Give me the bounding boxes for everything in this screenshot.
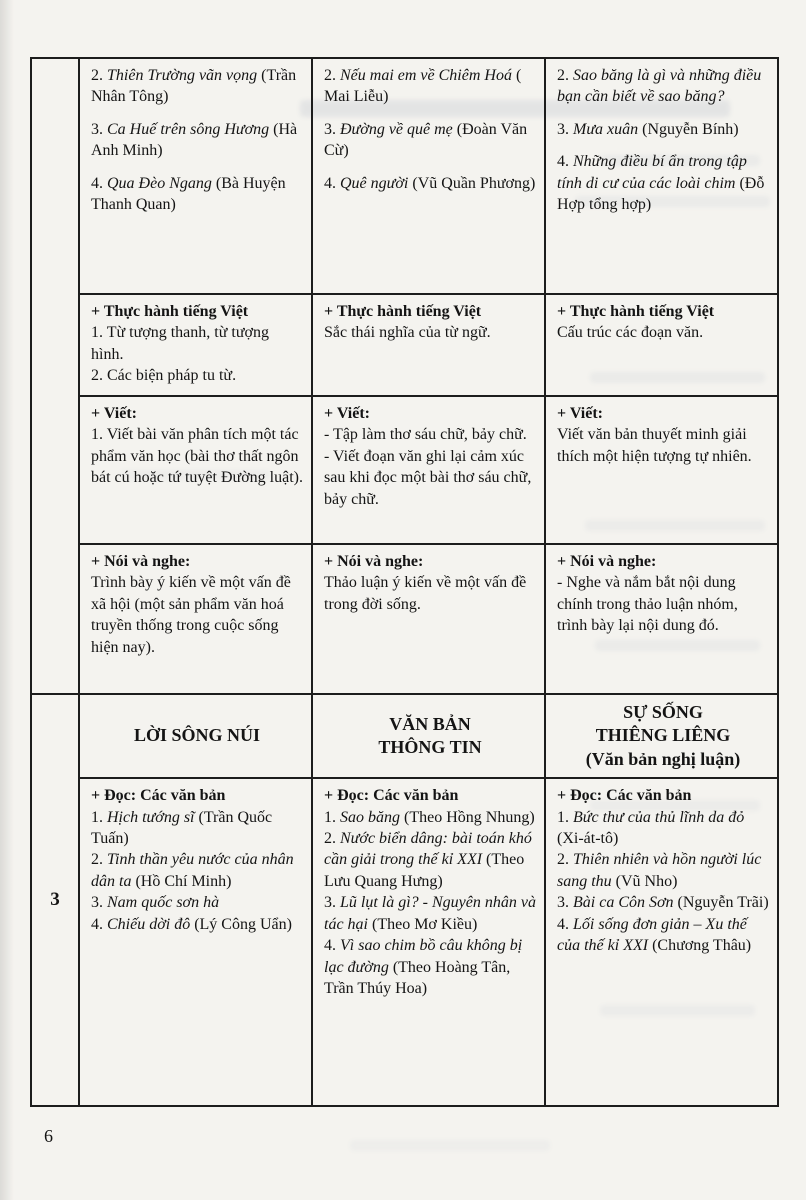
- text-line: 4. Vì sao chim bồ câu không bị lạc đường (Theo Hoàng Tân, Trần Thúy Hoa): [324, 937, 523, 998]
- text-line: VĂN BẢN: [389, 713, 471, 734]
- text-line: 4. Quê người (Vũ Quần Phương): [324, 174, 536, 192]
- reading-texts-row-col2: [311, 59, 544, 293]
- unit-title-row: [80, 695, 777, 777]
- text-line: - Viết đoạn văn ghi lại cảm xúc sau khi đọc một bài thơ sáu chữ, bảy chữ.: [324, 447, 532, 508]
- text-line: 2. Thiên nhiên và hồn người lúc sang thu (Vũ Nho): [557, 851, 762, 890]
- text-line: + Đọc: Các văn bản: [91, 787, 226, 805]
- vietnamese-practice-row-col1: [80, 295, 311, 395]
- unit-number-cell: 3: [32, 695, 80, 1105]
- speaking-listening-row: [80, 543, 777, 693]
- text-line: Sắc thái nghĩa của từ ngữ.: [324, 324, 491, 342]
- text-line: 4. Những điều bí ẩn trong tập tính di cư của các loài chim (Đỗ Hợp tổng hợp): [557, 153, 765, 214]
- writing-row-col3: [544, 397, 777, 543]
- text-line: + Nói và nghe:: [324, 553, 424, 570]
- reading-section-row-col2: [311, 779, 544, 1105]
- text-line: 4. Chiếu dời đô (Lý Công Uẩn): [91, 915, 292, 933]
- text-line: 4. Lối sống đơn giản – Xu thế của thế kỉ XXI (Chương Thâu): [557, 915, 752, 955]
- unit-block: [32, 59, 777, 693]
- reading-section-row: [80, 777, 777, 1105]
- text-line: 3. Nam quốc sơn hà: [91, 894, 220, 912]
- text-line: 3. Mưa xuân (Nguyễn Bính): [557, 120, 739, 138]
- text-line: 1. Viết bài văn phân tích một tác phẩm văn học (bài thơ thất ngôn bát cú hoặc tứ tuyệt Đường luật).: [91, 426, 303, 487]
- text-line: 4. Qua Đèo Ngang (Bà Huyện Thanh Quan): [91, 174, 286, 214]
- reading-section-row-col1: [80, 779, 311, 1105]
- writing-row-col1: [80, 397, 311, 543]
- showthrough-smudge: [350, 1140, 550, 1151]
- text-line: 2. Nước biển dâng: bài toán khó cần giải trong thế kỉ XXI (Theo Lưu Quang Hưng): [324, 830, 532, 890]
- scan-gutter-shadow: [0, 0, 14, 1200]
- text-line: THÔNG TIN: [378, 737, 482, 758]
- text-line: + Đọc: Các văn bản: [557, 787, 692, 805]
- text-line: 1. Hịch tướng sĩ (Trần Quốc Tuấn): [91, 808, 273, 848]
- speaking-listening-row-col2: [311, 545, 544, 693]
- unit-title-row-col3: [544, 695, 777, 777]
- vietnamese-practice-row-col2: [311, 295, 544, 395]
- speaking-listening-row-col3: [544, 545, 777, 693]
- text-line: - Tập làm thơ sáu chữ, bảy chữ.: [324, 426, 527, 444]
- text-line: Trình bày ý kiến về một vấn đề xã hội (một sản phẩm văn hoá truyền thống trong cuộc sống hiện nay).: [91, 574, 291, 656]
- reading-texts-row-col3: [544, 59, 777, 293]
- page-number: 6: [44, 1126, 53, 1146]
- text-line: + Viết:: [91, 405, 137, 422]
- reading-texts-row: [80, 59, 777, 293]
- text-line: 2. Các biện pháp tu từ.: [91, 367, 237, 385]
- text-line: LỜI SÔNG NÚI: [133, 725, 261, 746]
- text-line: + Nói và nghe:: [557, 553, 657, 570]
- writing-row: [80, 395, 777, 543]
- text-line: + Viết:: [557, 405, 603, 422]
- speaking-listening-row-col1: [80, 545, 311, 693]
- unit-block: [32, 693, 777, 1105]
- text-line: 3. Lũ lụt là gì? - Nguyên nhân và tác hại (Theo Mơ Kiều): [324, 894, 536, 933]
- text-line: + Thực hành tiếng Việt: [324, 303, 482, 320]
- text-line: 3. Ca Huế trên sông Hương (Hà Anh Minh): [91, 120, 298, 160]
- unit-number-cell: [32, 59, 80, 693]
- text-line: 1. Từ tượng thanh, từ tượng hình.: [91, 324, 269, 363]
- unit-rows: [80, 59, 777, 693]
- writing-row-col2: [311, 397, 544, 543]
- curriculum-table: [30, 57, 779, 1107]
- text-line: + Nói và nghe:: [91, 553, 191, 570]
- vietnamese-practice-row: [80, 293, 777, 395]
- text-line: 3. Bài ca Côn Sơn (Nguyễn Trãi): [557, 894, 769, 912]
- text-line: Viết văn bản thuyết minh giải thích một hiện tượng tự nhiên.: [557, 426, 752, 465]
- text-line: 1. Sao băng (Theo Hồng Nhung): [324, 808, 535, 826]
- text-line: 1. Bức thư của thủ lĩnh da đỏ (Xi-át-tô): [557, 808, 745, 848]
- text-line: + Thực hành tiếng Việt: [91, 303, 249, 320]
- text-line: SỰ SỐNG: [623, 702, 703, 722]
- text-line: 3. Đường về quê mẹ (Đoàn Văn Cừ): [324, 120, 528, 160]
- text-line: 2. Nếu mai em về Chiêm Hoá ( Mai Liễu): [324, 67, 522, 106]
- text-line: + Đọc: Các văn bản: [324, 787, 459, 805]
- unit-title-row-col2: [311, 695, 544, 777]
- unit-title-row-col1: [80, 695, 311, 777]
- unit-rows: [80, 695, 777, 1105]
- text-line: 2. Tinh thần yêu nước của nhân dân ta (Hồ Chí Minh): [91, 851, 294, 890]
- reading-section-row-col3: [544, 779, 777, 1105]
- reading-texts-row-col1: [80, 59, 311, 293]
- text-line: (Văn bản nghị luận): [585, 748, 741, 769]
- text-line: 2. Sao băng là gì và những điều bạn cần biết về sao băng?: [557, 67, 762, 106]
- text-line: Thảo luận ý kiến về một vấn đề trong đời sống.: [324, 574, 527, 613]
- text-line: 2. Thiên Trường vãn vọng (Trần Nhân Tông): [91, 67, 297, 106]
- text-line: + Viết:: [324, 405, 370, 422]
- vietnamese-practice-row-col3: [544, 295, 777, 395]
- text-line: Cấu trúc các đoạn văn.: [557, 324, 704, 342]
- text-line: THIÊNG LIÊNG: [595, 725, 731, 746]
- text-line: - Nghe và nắm bắt nội dung chính trong thảo luận nhóm, trình bày lại nội dung đó.: [557, 574, 738, 635]
- text-line: + Thực hành tiếng Việt: [557, 303, 715, 320]
